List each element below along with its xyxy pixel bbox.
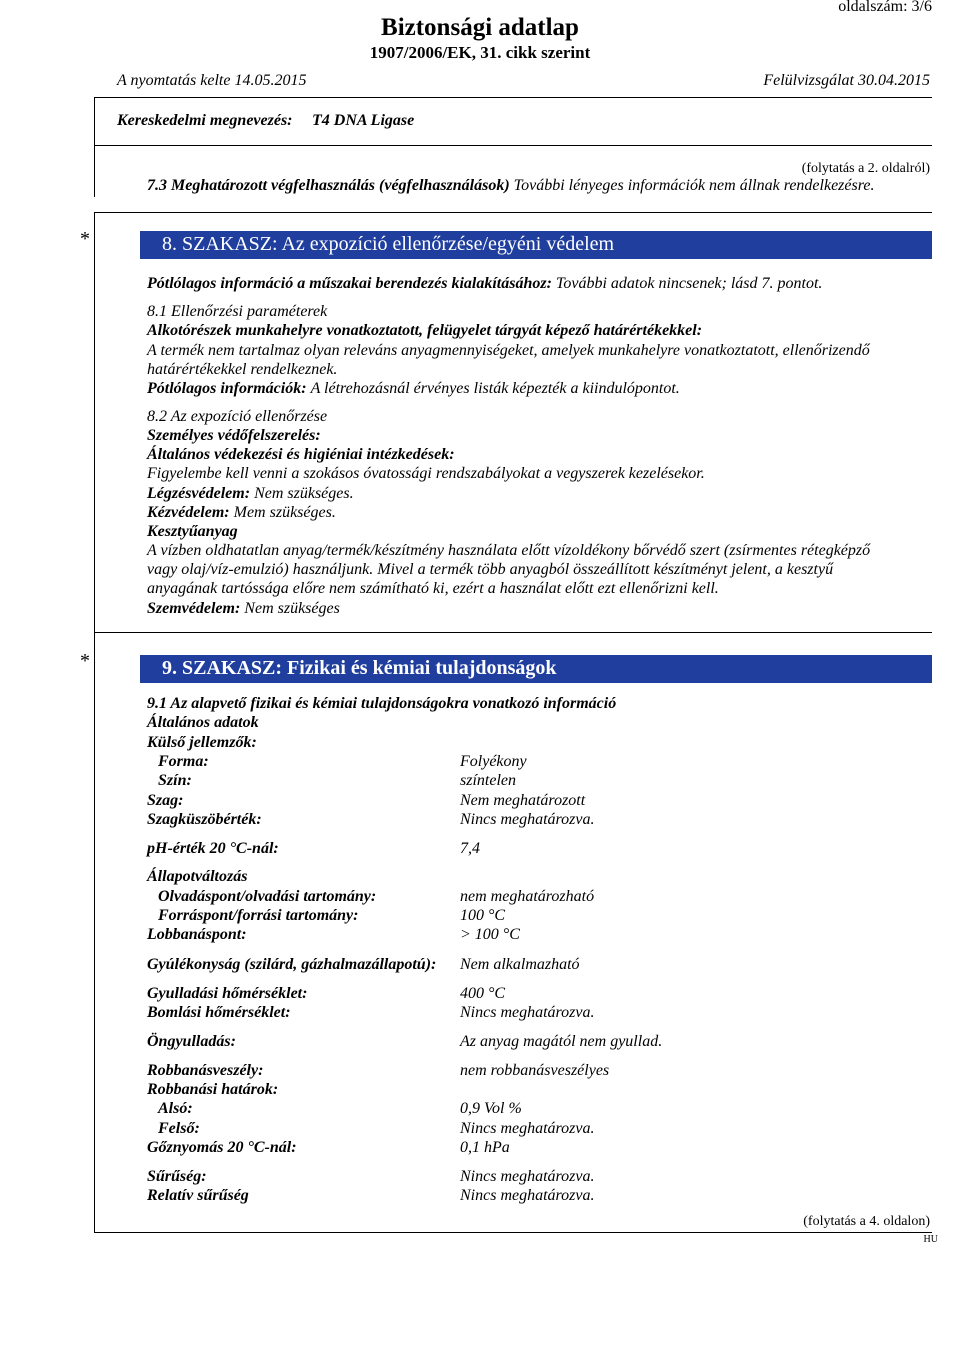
header-divider [94,97,932,98]
general-measures-text: Figyelembe kell venni a szokásos óvatossági rendszabályokat a vegyszerek kezelésekor. [147,465,705,482]
form-label: Forma: [158,753,209,770]
respiratory [147,485,354,503]
vapor-pressure-value: 0,1 hPa [460,1139,510,1156]
density-label: Sűrűség: [147,1168,207,1185]
appearance-label: Külső jellemzők: [147,734,257,751]
ignition-temp-label: Gyulladási hőmérséklet: [147,985,308,1002]
color-value: színtelen [460,772,516,789]
upper-limit-label: Felső: [158,1120,200,1137]
vapor-pressure-label: Gőznyomás 20 °C-nál: [147,1139,297,1156]
odor-threshold-label: Szagküszöbérték: [147,811,262,828]
flash-point-label: Lobbanáspont: [147,926,247,943]
language-code: HU [923,1234,938,1245]
melting-label: Olvadáspont/olvadási tartomány: [158,888,377,905]
hand-protection-label: Kézvédelem: [147,504,230,521]
ph-value: 7,4 [460,840,480,857]
continued-from: (folytatás a 2. oldalról) [801,161,930,176]
glove-text-1: A vízben oldhatatlan anyag/termék/készítmény használata előtt vízoldékony bőrvédő szert (zsírmentes rétegképző [147,542,871,559]
glove-text-2: vagy olaj/víz-emulzió) használjunk. Mivel a termék több anyagból összeállított készítményt jelent, a kesztyű [147,561,834,578]
page-number: oldalszám: 3/6 [838,0,932,15]
trade-name-value: T4 DNA Ligase [312,112,415,129]
odor-threshold-value: Nincs meghatározva. [460,811,595,828]
decomposition-value: Nincs meghatározva. [460,1004,595,1021]
odor-label: Szag: [147,792,184,809]
margin-line [94,632,95,1232]
glove-material-label: Kesztyűanyag [147,523,238,540]
decomposition-label: Bomlási hőmérséklet: [147,1004,291,1021]
divider [94,145,932,146]
item-7-3 [147,177,874,195]
technical-info-label: Pótlólagos információ a műszakai berendezés kialakításához: [147,275,552,292]
ph-label: pH-érték 20 °C-nál: [147,840,279,857]
ignition-temp-value: 400 °C [460,985,506,1002]
divider [94,212,932,213]
boiling-value: 100 °C [460,907,506,924]
revision-date: Felülvizsgálat 30.04.2015 [763,72,930,89]
melting-value: nem meghatározható [460,888,595,905]
flammability-label: Gyúlékonyság (szilárd, gázhalmazállapotú): [147,956,437,973]
ppe-label: Személyes védőfelszerelés: [147,427,321,444]
relative-density-value: Nincs meghatározva. [460,1187,595,1204]
s81-extra-value: A létrehozásnál érvényes listák képezték a kiindulópontot. [310,380,680,397]
upper-limit-value: Nincs meghatározva. [460,1120,595,1137]
divider [94,632,932,633]
revision-star: * [80,650,90,672]
eye-protection-value: Nem szükséges [244,600,340,617]
s81-components: Alkotórészek munkahelyre vonatkoztatott, felügyelet tárgyát képező határértékekkel: [147,322,703,339]
hand-protection-value: Mem szükséges. [233,504,336,521]
revision-star: * [80,228,90,250]
s81-extra-label: Pótlólagos információk: [147,380,307,397]
self-ignition-value: Az anyag magától nem gyullad. [460,1033,663,1050]
general-measures-label: Általános védekezési és higiéniai intézkedések: [147,446,455,463]
glove-text-3: anyagának tartóssága előre nem számítható ki, ezért a használat előtt ezt ellenőrizni kell. [147,580,719,597]
boiling-label: Forráspont/forrási tartomány: [158,907,359,924]
general-data: Általános adatok [147,714,259,731]
technical-info [147,275,822,293]
lower-limit-value: 0,9 Vol % [460,1100,522,1117]
s82-title: 8.2 Az expozíció ellenőrzése [147,408,328,425]
margin-line [94,212,95,632]
document-title: Biztonsági adatlap [381,14,579,41]
item-7-3-label: 7.3 Meghatározott végfelhasználás (végfelhasználások) [147,177,510,194]
explosion-limits-label: Robbanási határok: [147,1081,279,1098]
flammability-value: Nem alkalmazható [460,956,580,973]
eye-protection-label: Szemvédelem: [147,600,241,617]
color-label: Szín: [158,772,192,789]
s81-text-1: A termék nem tartalmaz olyan releváns anyagmennyiségeket, amelyek munkahelyre vonatkoztatott, ellenőrizendő [147,342,870,359]
section-8-header [140,231,932,259]
flash-point-value: > 100 °C [460,926,520,943]
print-date: A nyomtatás kelte 14.05.2015 [117,72,307,89]
item-7-3-value: További lényeges információk nem állnak rendelkezésre. [513,177,875,194]
s91-title: 9.1 Az alapvető fizikai és kémiai tulajdonságokra vonatkozó információ [147,695,617,712]
respiratory-label: Légzésvédelem: [147,485,251,502]
trade-name-label: Kereskedelmi megnevezés: [117,112,293,129]
continued-to: (folytatás a 4. oldalon) [803,1214,930,1229]
hand-protection [147,504,336,522]
section-8-title: 8. SZAKASZ: Az expozíció ellenőrzése/egyéni védelem [162,233,615,255]
section-9-header [140,655,932,683]
s81-text-2: határértékekkel rendelkeznek. [147,361,338,378]
state-change-label: Állapotváltozás [147,868,248,885]
density-value: Nincs meghatározva. [460,1168,595,1185]
document-subtitle: 1907/2006/EK, 31. cikk szerint [369,43,591,62]
form-value: Folyékony [460,753,527,770]
relative-density-label: Relatív sűrűség [147,1187,249,1204]
section-9-title: 9. SZAKASZ: Fizikai és kémiai tulajdonságok [162,657,557,679]
explosion-label: Robbanásveszély: [147,1062,264,1079]
eye-protection [147,600,340,618]
respiratory-value: Nem szükséges. [254,485,354,502]
lower-limit-label: Alsó: [158,1100,193,1117]
s81-title: 8.1 Ellenőrzési paraméterek [147,303,328,320]
s81-extra [147,380,680,398]
technical-info-value: További adatok nincsenek; lásd 7. pontot. [555,275,823,292]
footer-divider [94,1232,932,1233]
explosion-value: nem robbanásveszélyes [460,1062,610,1079]
margin-line [94,145,95,197]
odor-value: Nem meghatározott [460,792,586,809]
self-ignition-label: Öngyulladás: [147,1033,236,1050]
margin-line [94,97,95,145]
